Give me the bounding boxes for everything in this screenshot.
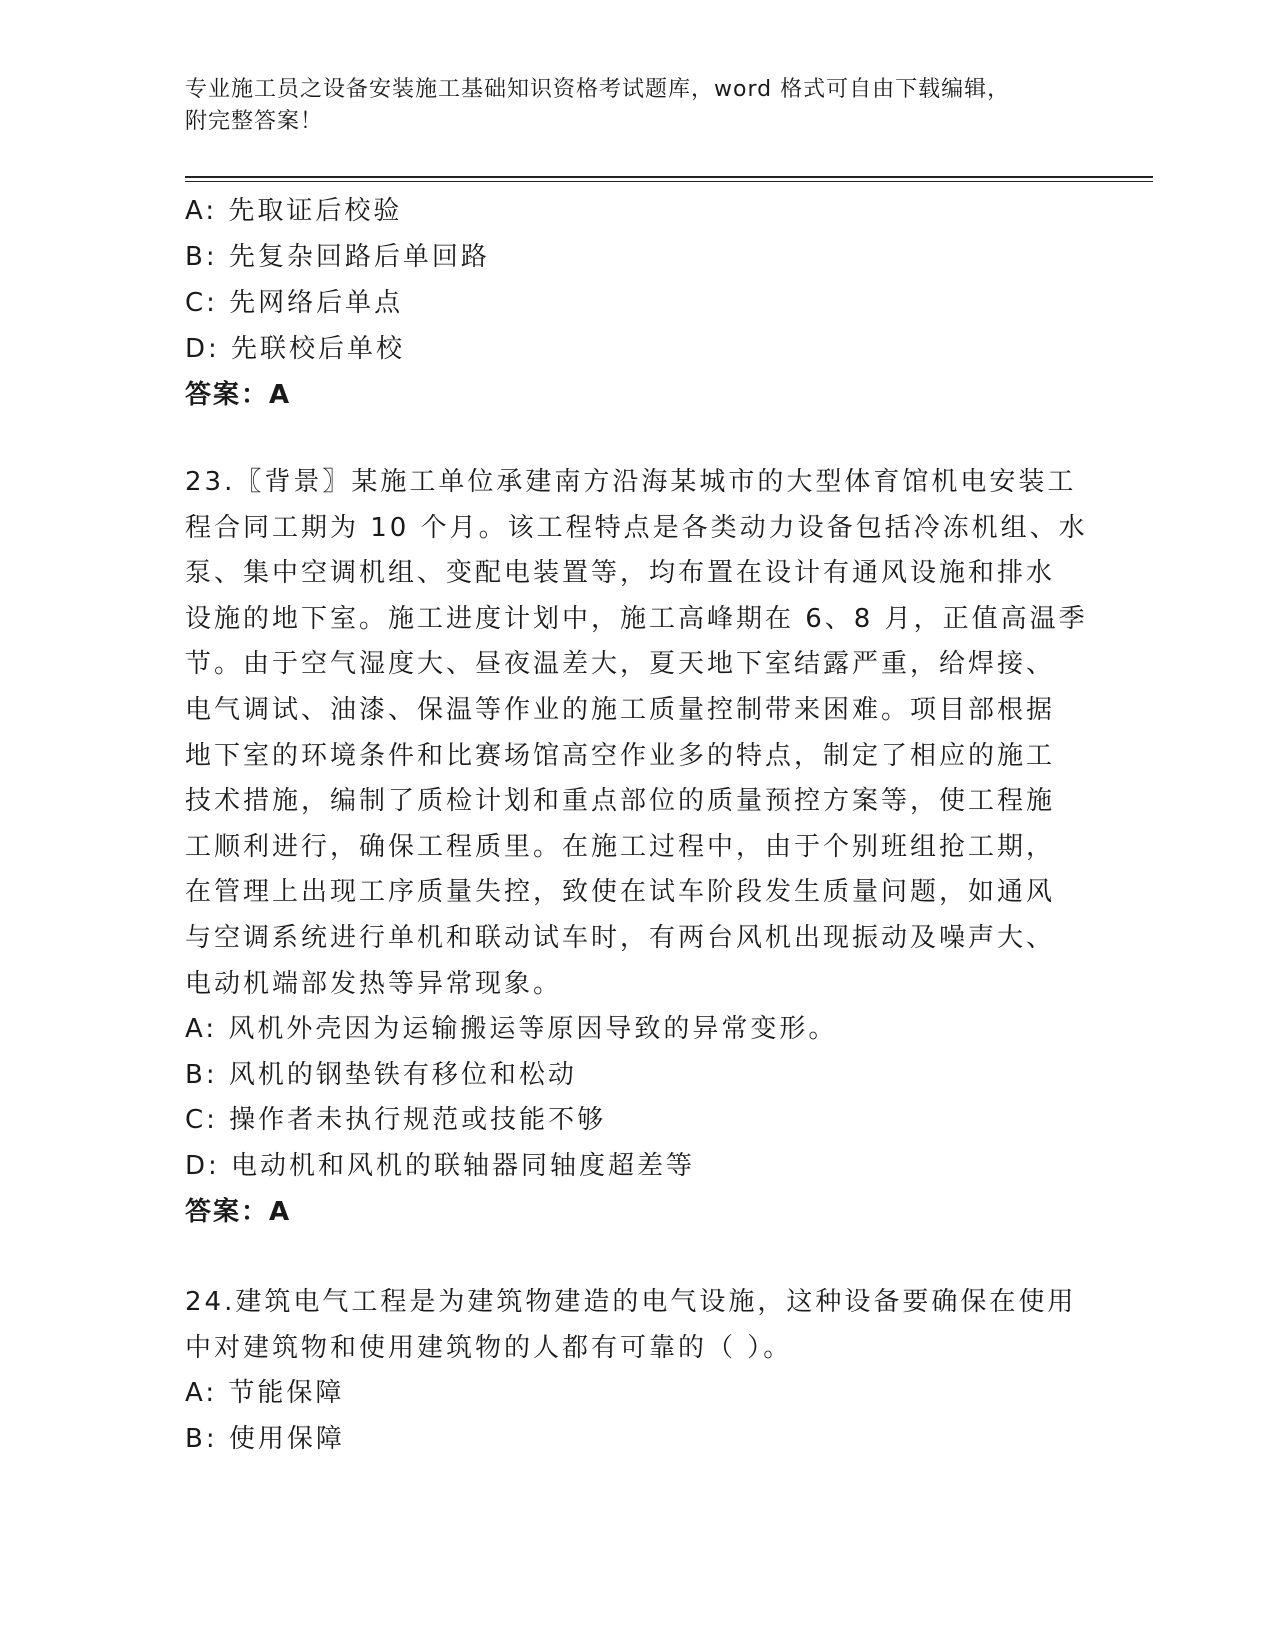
stem-line: 技术措施，编制了质检计划和重点部位的质量预控方案等，使工程施	[185, 786, 1056, 817]
answer-line: 答案：A	[185, 1196, 292, 1227]
stem-line: 电气调试、油漆、保温等作业的施工质量控制带来困难。项目部根据	[185, 694, 1056, 725]
stem-line: 工顺利进行，确保工程质里。在施工过程中，由于个别班组抢工期，	[185, 831, 1056, 862]
stem-line: 24.建筑电气工程是为建筑物建造的电气设施，这种设备要确保在使用	[185, 1287, 1077, 1317]
question-22	[185, 188, 1085, 418]
option-a: A: 先取证后校验	[185, 196, 403, 226]
question-stem	[185, 460, 1088, 1007]
option-d: D: 先联校后单校	[185, 334, 406, 364]
header-divider-thin	[185, 181, 1153, 182]
option-b: B: 使用保障	[185, 1423, 345, 1454]
stem-line: 节。由于空气湿度大、昼夜温差大，夏天地下室结露严重，给焊接、	[185, 649, 1056, 680]
option-c: C: 操作者未执行规范或技能不够	[185, 1105, 607, 1136]
question-stem	[185, 1280, 1085, 1371]
header-line-1: 专业施工员之设备安装施工基础知识资格考试题库，word 格式可自由下载编辑，	[185, 77, 1011, 102]
question-23	[185, 460, 1088, 1235]
stem-line: 23.〖背景〗某施工单位承建南方沿海某城市的大型体育馆机电安装工	[185, 467, 1077, 497]
stem-line: 电动机端部发热等异常现象。	[185, 968, 563, 999]
stem-line: 地下室的环境条件和比赛场馆高空作业多的特点，制定了相应的施工	[185, 740, 1056, 771]
stem-line: 在管理上出现工序质量失控，致使在试车阶段发生质量问题，如通风	[185, 877, 1056, 908]
stem-line: 设施的地下室。施工进度计划中，施工高峰期在 6、8 月，正值高温季	[185, 603, 1088, 634]
option-b: B: 先复杂回路后单回路	[185, 242, 490, 272]
stem-line: 程合同工期为 10 个月。该工程特点是各类动力设备包括冷冻机组、水	[185, 512, 1088, 543]
answer-line: 答案：A	[185, 380, 292, 410]
document-header	[185, 74, 1085, 138]
header-line-2: 附完整答案！	[185, 109, 324, 134]
option-b: B: 风机的钢垫铁有移位和松动	[185, 1059, 577, 1090]
stem-line: 泵、集中空调机组、变配电装置等，均布置在设计有通风设施和排水	[185, 558, 1056, 589]
option-a: A: 节能保障	[185, 1378, 345, 1409]
option-a: A: 风机外壳因为运输搬运等原因导致的异常变形。	[185, 1014, 838, 1045]
question-24	[185, 1280, 1085, 1462]
option-c: C: 先网络后单点	[185, 288, 404, 318]
stem-line: 与空调系统进行单机和联动试车时，有两台风机出现振动及噪声大、	[185, 922, 1056, 953]
stem-line: 中对建筑物和使用建筑物的人都有可靠的（ ）。	[185, 1332, 793, 1363]
header-divider-thick	[185, 176, 1153, 178]
option-d: D: 电动机和风机的联轴器同轴度超差等	[185, 1150, 696, 1181]
